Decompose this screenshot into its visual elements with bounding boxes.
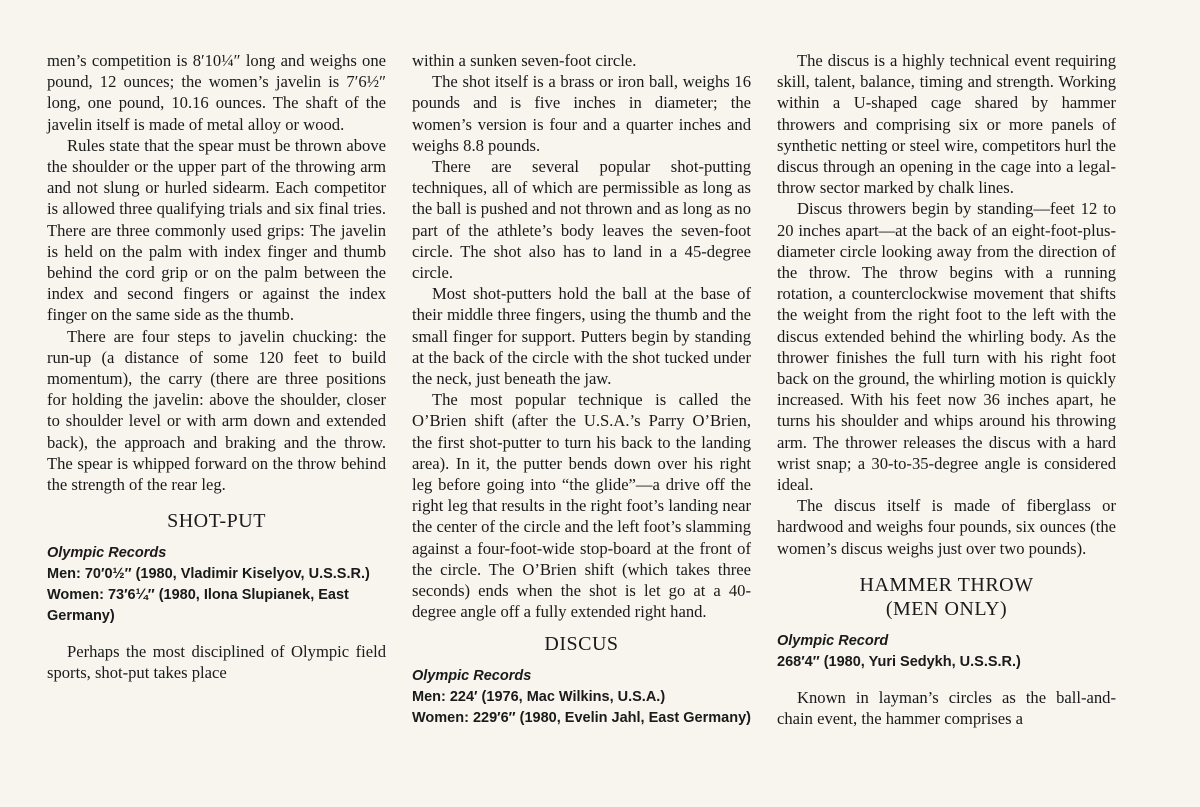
- paragraph: The discus itself is made of fiberglass or hardwood and weighs four pounds, six ounces (the women’s discus weighs just over two pounds).: [777, 496, 1116, 558]
- paragraph: The shot itself is a brass or iron ball, weighs 16 pounds and is five inches in diameter; the women’s version is four and a quarter inches and weighs 8.8 pounds.: [412, 72, 751, 155]
- column-2: [412, 50, 751, 729]
- paragraph: Perhaps the most disciplined of Olympic field sports, shot-put takes place: [47, 642, 386, 683]
- record-value: 268′4″ (1980, Yuri Sedykh, U.S.S.R.): [777, 653, 1021, 670]
- record-women: Women: 229′6″ (1980, Evelin Jahl, East Germany): [412, 710, 751, 727]
- section-heading-discus: DISCUS: [544, 633, 619, 656]
- olympic-records-block: [412, 666, 751, 729]
- record-men: Men: 70′0½″ (1980, Vladimir Kiselyov, U.S.S.R.): [47, 566, 370, 583]
- paragraph: There are four steps to javelin chucking: the run-up (a distance of some 120 feet to build momentum), the carry (there are three positions for holding the javelin: above the shoulder, closer to shoulder level or with arm down and extended back), the approach and braking and the throw. The spear is whipped forward on the throw behind the strength of the rear leg.: [47, 326, 386, 495]
- section-heading-shot-put: SHOT-PUT: [167, 510, 266, 533]
- heading-line-1: HAMMER THROW: [859, 573, 1034, 596]
- paragraph: There are several popular shot-putting techniques, all of which are permissible as long as the ball is pushed and not thrown and as long as no part of the athlete’s body leaves the seven-foot circle. The shot also has to land in a 45-degree circle.: [412, 157, 751, 283]
- paragraph: within a sunken seven-foot circle.: [412, 51, 637, 70]
- paragraph: Most shot-putters hold the ball at the base of their middle three fingers, using the thumb and the small finger for support. Putters begin by standing at the back of the circle with the shot tucked under the neck, just beneath the jaw.: [412, 284, 751, 389]
- paragraph: Rules state that the spear must be thrown above the shoulder or the upper part of the throwing arm and not slung or hurled sidearm. Each competitor is allowed three qualifying trials and six final tries. There are three commonly used grips: The javelin is held on the palm with index finger and thumb behind the cord grip or on the palm between the index and second fingers or against the index finger on the same side as the thumb.: [47, 135, 386, 325]
- paragraph: men’s competition is 8′10¼″ long and weighs one pound, 12 ounces; the women’s javelin is 7′6½″ long, one pound, 10.16 ounces. The shaft of the javelin itself is made of metal alloy or wood.: [47, 51, 386, 134]
- paragraph: The discus is a highly technical event requiring skill, talent, balance, timing and strength. Working within a U-shaped cage shared by hammer throwers and comprising six or more panels of synthetic netting or steel wire, competitors hurl the discus through an opening in the cage into a legal-throw sector marked by chalk lines.: [777, 51, 1116, 198]
- records-heading: Olympic Records: [412, 668, 532, 685]
- column-1: [47, 50, 386, 684]
- column-3: [777, 50, 1116, 729]
- olympic-record-block: [777, 631, 1116, 673]
- heading-line-2: (MEN ONLY): [885, 597, 1008, 620]
- olympic-records-block: [47, 543, 386, 627]
- paragraph: Discus throwers begin by standing—feet 12 to 20 inches apart—at the back of an eight-foot-plus-diameter circle looking away from the direction of the throw. The throw begins with a running rotation, a counterclockwise movement that shifts the weight from the right foot to the left with the discus extended behind the whirling body. As the thrower finishes the full turn with his right foot back on the ground, the whirling motion is quickly increased. With his feet now 36 inches apart, he turns his shoulder and whips around his throwing arm. The thrower releases the discus with a hard wrist snap; a 30-to-35-degree angle is considered ideal.: [777, 199, 1116, 495]
- records-heading: Olympic Records: [47, 545, 167, 562]
- records-heading: Olympic Record: [777, 632, 889, 649]
- record-women: Women: 73′6¼″ (1980, Ilona Slupianek, East Germany): [47, 587, 349, 625]
- record-men: Men: 224′ (1976, Mac Wilkins, U.S.A.): [412, 689, 666, 706]
- section-heading-hammer-throw: [777, 573, 1116, 621]
- paragraph: Known in layman’s circles as the ball-and-chain event, the hammer comprises a: [777, 687, 1116, 729]
- paragraph: The most popular technique is called the O’Brien shift (after the U.S.A.’s Parry O’Brien, the first shot-putter to turn his back to the landing area). In it, the putter bends down over his right leg before going into “the glide”—a drive off the right leg that results in the right foot’s landing near the center of the circle and the left foot’s slamming against a four-foot-wide stop-board at the front of the circle. The O’Brien shift (which takes three seconds) ends when the shot is let go at a 40-degree angle off a fully extended right hand.: [412, 390, 751, 622]
